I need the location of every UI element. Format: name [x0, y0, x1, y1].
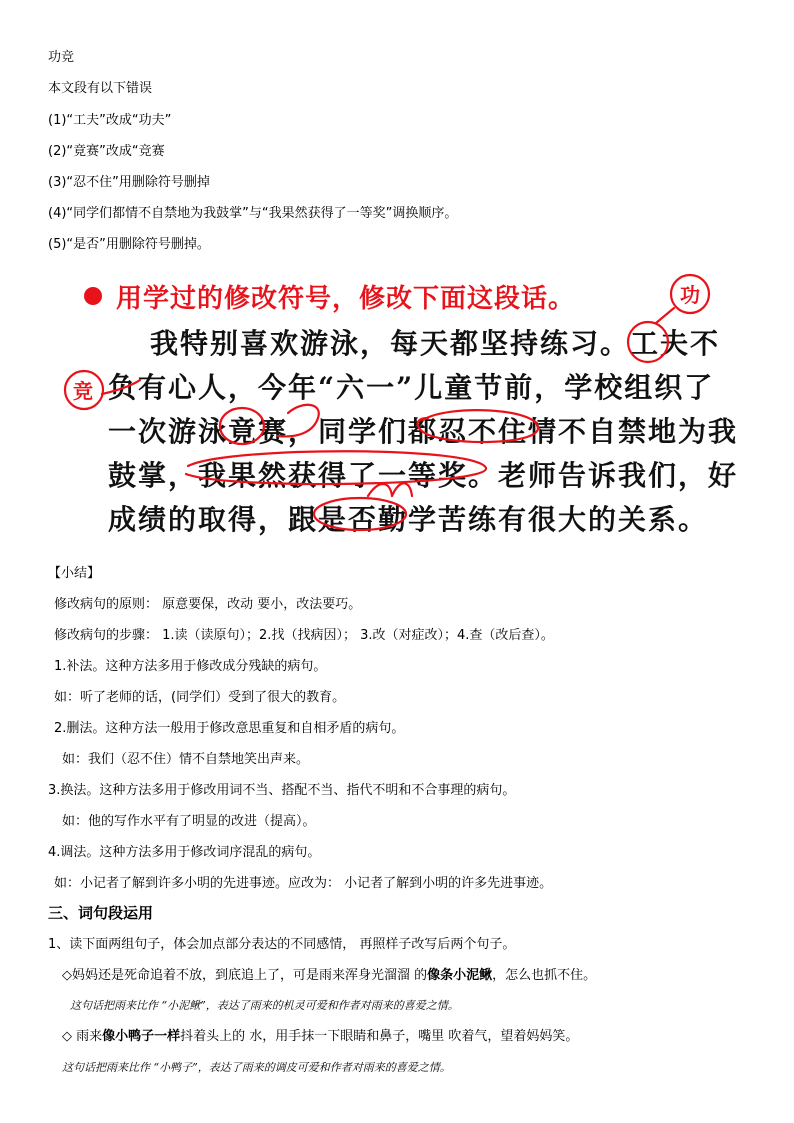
exercise-line-1: 我特别喜欢游泳，每天都坚持练习。工夫不 — [150, 327, 721, 360]
summary-item-4-example: 如：小记者了解到许多小明的先进事迹。应改为： 小记者了解到小明的许多先进事迹。 — [54, 876, 553, 891]
section-heading: 三、词句段运用 — [48, 904, 154, 922]
circle-jing-label — [65, 371, 103, 409]
exercise-title-text: 用学过的修改符号，修改下面这段话。 — [116, 283, 576, 314]
example-sentence-1-emphasis: 像条小泥鳅 — [427, 968, 493, 983]
mark-gong-text: 功 — [680, 283, 700, 307]
summary-item-2-example: 如：我们（忍不住）情不自禁地笑出声来。 — [62, 752, 310, 767]
example-note-1: 这句话把雨来比作 “小泥鳅”，表达了雨来的机灵可爱和作者对雨来的喜爱之情。 — [70, 999, 459, 1012]
exercise-line-5: 成绩的取得，跟是否勤学苦练有很大的关系。 — [108, 503, 709, 536]
question-1: 1、读下面两组句子，体会加点部分表达的不同感情， 再照样子改写后两个句子。 — [48, 937, 516, 952]
exercise-line-2: 负有心人，今年“六一”儿童节前，学校组织了 — [108, 371, 715, 404]
summary-heading: 【小结】 — [48, 566, 101, 581]
exercise-title — [78, 276, 575, 316]
leader-line-gong — [656, 308, 674, 323]
example-note-2: 这句话把雨来比作 “小鸭子”，表达了雨来的调皮可爱和作者对雨来的喜爱之情。 — [62, 1061, 451, 1074]
summary-item-3-example: 如：他的写作水平有了明显的改进（提高）。 — [62, 814, 316, 829]
answer-error-3: (3)“忍不住”用删除符号删掉 — [48, 175, 210, 190]
summary-item-1: 1.补法。这种方法多用于修改成分残缺的病句。 — [54, 659, 327, 674]
summary-item-2: 2.删法。这种方法一般用于修改意思重复和自相矛盾的病句。 — [54, 721, 405, 736]
answer-intro: 本文段有以下错误 — [48, 81, 153, 96]
exercise-figure — [73, 268, 758, 540]
circle-gong-label — [671, 275, 709, 313]
example-sentence-1-pre: ◇妈妈还是死命追着不放，到底追上了，可是雨来浑身光溜溜 的 — [62, 968, 428, 983]
answer-heading: 功竞 — [48, 50, 75, 65]
answer-error-1: (1)“工夫”改成“功夫” — [48, 113, 172, 128]
exercise-line-4: 鼓掌，我果然获得了一等奖。老师告诉我们，好 — [108, 459, 739, 492]
example-sentence-1-post: ，怎么也抓不住。 — [492, 968, 597, 983]
summary-steps: 修改病句的步骤： 1.读（读原句）；2.找（找病因）； 3.改（对症改）；4.查（改后查）。 — [54, 628, 554, 643]
example-sentence-1 — [62, 968, 596, 984]
summary-item-1-example: 如：听了老师的话，(同学们）受到了很大的教育。 — [54, 690, 346, 705]
example-sentence-2-post: 抖着头上的 水，用手抹一下眼睛和鼻子，嘴里 吹着气，望着妈妈笑。 — [180, 1029, 579, 1044]
example-sentence-2-emphasis: 像小鸭子一样 — [102, 1029, 181, 1044]
mark-jing-text: 竞 — [73, 379, 93, 403]
red-bullet-icon — [84, 287, 102, 305]
answer-error-5: (5)“是否”用删除符号删掉。 — [48, 237, 210, 252]
answer-error-2: (2)“竟赛”改成“竞赛 — [48, 144, 165, 159]
summary-item-4: 4.调法。这种方法多用于修改词序混乱的病句。 — [48, 845, 321, 860]
answer-error-4: (4)“同学们都情不自禁地为我鼓掌”与“我果然获得了一等奖”调换顺序。 — [48, 206, 458, 221]
example-sentence-2 — [62, 1029, 578, 1045]
summary-item-3: 3.换法。这种方法多用于修改用词不当、搭配不当、指代不明和不合事理的病句。 — [48, 783, 516, 798]
example-sentence-2-pre: ◇ 雨来 — [62, 1029, 103, 1044]
summary-principle: 修改病句的原则： 原意要保，改动 要小，改法要巧。 — [54, 597, 362, 612]
exercise-line-3: 一次游泳竟赛，同学们都忍不住情不自禁地为我 — [108, 415, 739, 448]
